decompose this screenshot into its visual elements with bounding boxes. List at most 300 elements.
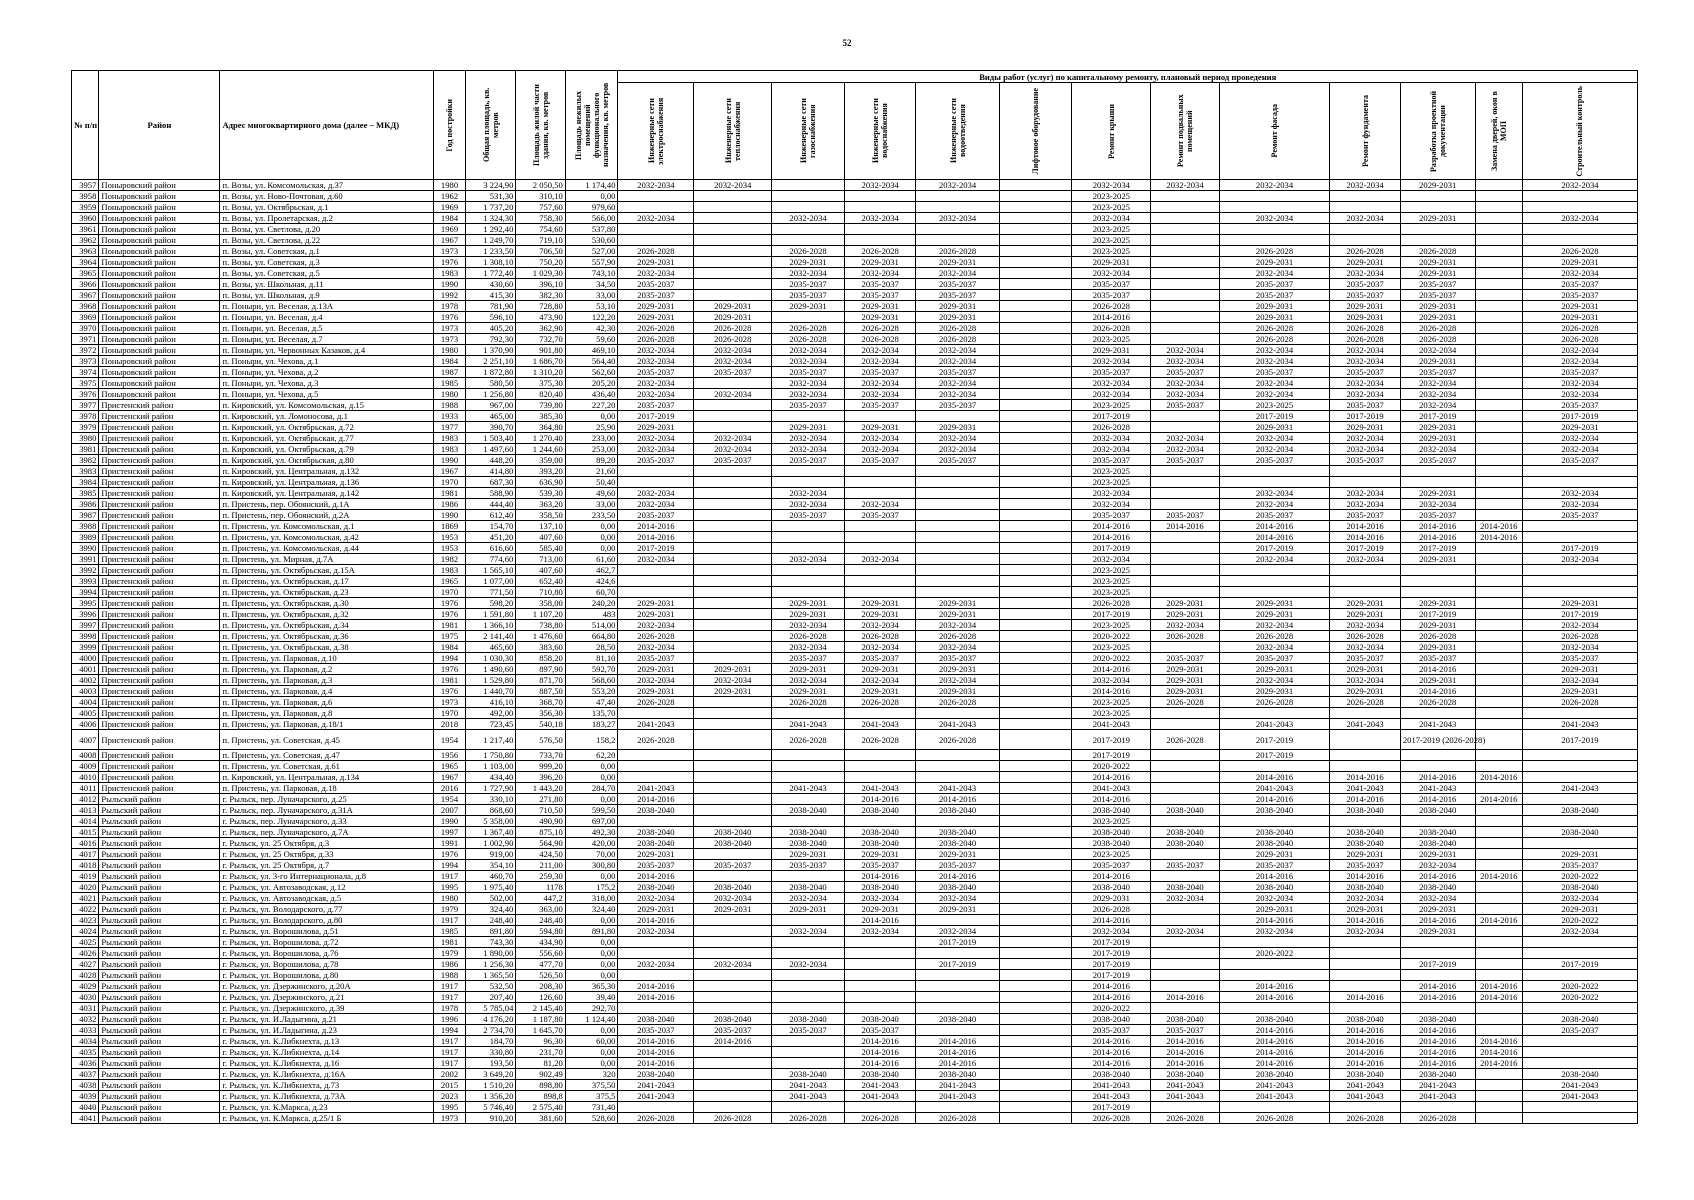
table-cell: 2029-2031: [1400, 849, 1475, 860]
table-cell: 34,50: [565, 279, 618, 290]
table-cell: [694, 565, 772, 576]
table-cell: 2029-2031: [1219, 849, 1330, 860]
table-cell: 4021: [72, 893, 99, 904]
table-cell: 2029-2031: [844, 686, 916, 697]
table-cell: 2035-2037: [618, 455, 694, 466]
table-cell: 2014-2016: [1072, 1047, 1151, 1058]
table-row: [72, 730, 1638, 750]
table-cell: 2029-2031: [618, 609, 694, 620]
table-cell: 2026-2028: [1400, 631, 1475, 642]
table-cell: [772, 191, 845, 202]
table-cell: 2035-2037: [772, 653, 845, 664]
table-cell: 2026-2028: [1330, 1113, 1401, 1124]
table-cell: 2032-2034: [694, 893, 772, 904]
table-cell: 2041-2043: [1072, 719, 1151, 730]
table-cell: 2014-2016: [1475, 521, 1522, 532]
table-cell: 1969: [434, 202, 466, 213]
table-cell: п. Возы, ул. Школьная, д.9: [220, 290, 434, 301]
table-cell: [1151, 642, 1219, 653]
table-cell: [1151, 543, 1219, 554]
table-cell: [1475, 1080, 1522, 1091]
table-cell: Пристенский район: [99, 664, 220, 675]
table-cell: 2026-2028: [1219, 334, 1330, 345]
table-cell: 1981: [434, 620, 466, 631]
table-cell: [1475, 1091, 1522, 1102]
table-cell: [694, 268, 772, 279]
table-cell: Пристенский район: [99, 433, 220, 444]
table-cell: 0,00: [565, 948, 618, 959]
table-row: [72, 882, 1638, 893]
table-cell: 2038-2040: [772, 805, 845, 816]
table-cell: [844, 772, 916, 783]
table-cell: 868,60: [465, 805, 516, 816]
table-cell: [1219, 937, 1330, 948]
table-cell: 122,20: [565, 312, 618, 323]
table-cell: Поныровский район: [99, 290, 220, 301]
table-row: [72, 510, 1638, 521]
table-cell: 2032-2034: [916, 433, 999, 444]
table-cell: Пристенский район: [99, 697, 220, 708]
table-cell: 2029-2031: [1330, 904, 1401, 915]
table-cell: 2014-2016: [1475, 532, 1522, 543]
table-cell: 2023-2025: [1072, 849, 1151, 860]
table-cell: [694, 761, 772, 772]
table-cell: Пристенский район: [99, 708, 220, 719]
table-cell: 2029-2031: [844, 609, 916, 620]
table-cell: 356,30: [516, 708, 565, 719]
table-cell: 1983: [434, 433, 466, 444]
table-cell: [694, 620, 772, 631]
table-cell: 2032-2034: [1072, 433, 1151, 444]
table-cell: 719,10: [516, 235, 565, 246]
table-cell: 2038-2040: [618, 838, 694, 849]
table-cell: 4018: [72, 860, 99, 871]
table-cell: [772, 180, 845, 191]
table-cell: [999, 499, 1072, 510]
table-cell: 2038-2040: [772, 1014, 845, 1025]
table-cell: 211,00: [516, 860, 565, 871]
table-cell: 2032-2034: [1072, 926, 1151, 937]
table-cell: 2035-2037: [1219, 510, 1330, 521]
table-cell: 2029-2031: [1400, 488, 1475, 499]
table-cell: 1 443,20: [516, 783, 565, 794]
table-cell: [772, 466, 845, 477]
table-cell: 1976: [434, 609, 466, 620]
table-cell: 477,70: [516, 959, 565, 970]
table-cell: 2038-2040: [844, 1069, 916, 1080]
table-cell: 1962: [434, 191, 466, 202]
table-cell: 2014-2016: [1475, 1058, 1522, 1069]
table-cell: 2032-2034: [1330, 642, 1401, 653]
table-cell: [1400, 1003, 1475, 1014]
table-cell: [772, 948, 845, 959]
table-cell: г. Рыльск, пер. Луначарского, д.31А: [220, 805, 434, 816]
table-row: [72, 378, 1638, 389]
table-cell: 2041-2043: [1330, 783, 1401, 794]
table-cell: 2026-2028: [844, 730, 916, 750]
table-cell: [1522, 532, 1637, 543]
table-cell: [1151, 334, 1219, 345]
table-cell: [1522, 838, 1637, 849]
table-cell: [844, 532, 916, 543]
table-cell: п. Кировский, ул. Центральная, д.132: [220, 466, 434, 477]
table-cell: 540,18: [516, 719, 565, 730]
table-cell: [1475, 598, 1522, 609]
table-row: [72, 816, 1638, 827]
table-cell: 2026-2028: [1151, 1113, 1219, 1124]
table-cell: 2029-2031: [916, 609, 999, 620]
table-row: [72, 783, 1638, 794]
table-cell: 1973: [434, 697, 466, 708]
table-cell: 3996: [72, 609, 99, 620]
table-cell: [694, 697, 772, 708]
table-cell: [916, 772, 999, 783]
table-cell: Пристенский район: [99, 521, 220, 532]
table-cell: 3966: [72, 279, 99, 290]
table-cell: [999, 708, 1072, 719]
table-cell: [694, 1047, 772, 1058]
table-cell: [1330, 202, 1401, 213]
table-cell: 2038-2040: [1151, 882, 1219, 893]
table-cell: [1522, 191, 1637, 202]
table-cell: 1917: [434, 915, 466, 926]
table-cell: 2026-2028: [1330, 334, 1401, 345]
table-cell: 2032-2034: [618, 675, 694, 686]
table-cell: п. Возы, ул. Светлова, д.20: [220, 224, 434, 235]
table-cell: [1330, 708, 1401, 719]
table-cell: [694, 191, 772, 202]
table-cell: Рыльский район: [99, 816, 220, 827]
table-cell: г. Рыльск, ул. К.Либкнехта, д.13: [220, 1036, 434, 1047]
table-cell: [1475, 860, 1522, 871]
table-cell: 2020-2022: [1522, 992, 1637, 1003]
table-cell: 4004: [72, 697, 99, 708]
table-cell: [999, 466, 1072, 477]
table-cell: 2029-2031: [1400, 356, 1475, 367]
table-cell: 2035-2037: [844, 290, 916, 301]
table-cell: 1 187,80: [516, 1014, 565, 1025]
table-cell: [1151, 279, 1219, 290]
table-cell: 616,60: [465, 543, 516, 554]
table-row: [72, 719, 1638, 730]
table-cell: 2026-2028: [772, 334, 845, 345]
table-cell: [1400, 202, 1475, 213]
table-cell: 2017-2019: [1522, 543, 1637, 554]
table-cell: [694, 772, 772, 783]
table-cell: 362,90: [516, 323, 565, 334]
table-cell: 3979: [72, 422, 99, 433]
table-cell: 1 233,50: [465, 246, 516, 257]
table-cell: [1330, 761, 1401, 772]
table-cell: 2032-2034: [772, 488, 845, 499]
table-cell: [1151, 948, 1219, 959]
table-cell: 2026-2028: [844, 697, 916, 708]
table-cell: 1 750,80: [465, 750, 516, 761]
table-cell: 233,00: [565, 433, 618, 444]
table-cell: 1973: [434, 334, 466, 345]
table-cell: п. Пристень, ул. Советская, д.47: [220, 750, 434, 761]
table-cell: 2029-2031: [1400, 675, 1475, 686]
table-cell: 2032-2034: [916, 378, 999, 389]
table-cell: 208,30: [516, 981, 565, 992]
table-cell: [999, 1025, 1072, 1036]
table-cell: [1151, 422, 1219, 433]
table-cell: [694, 543, 772, 554]
table-cell: 2023-2025: [1072, 191, 1151, 202]
table-cell: 2020-2022: [1522, 915, 1637, 926]
table-cell: 2041-2043: [1400, 1080, 1475, 1091]
table-cell: 2032-2034: [772, 675, 845, 686]
table-cell: 902,49: [516, 1069, 565, 1080]
table-cell: 2032-2034: [844, 345, 916, 356]
table-cell: 2029-2031: [1219, 664, 1330, 675]
table-cell: 4037: [72, 1069, 99, 1080]
table-cell: Поныровский район: [99, 191, 220, 202]
table-cell: 4002: [72, 675, 99, 686]
table-cell: 1990: [434, 279, 466, 290]
table-cell: 318,00: [565, 893, 618, 904]
table-cell: 2032-2034: [844, 675, 916, 686]
table-row: [72, 620, 1638, 631]
table-cell: [1151, 816, 1219, 827]
table-cell: 233,50: [565, 510, 618, 521]
table-cell: Поныровский район: [99, 202, 220, 213]
table-cell: [1151, 1003, 1219, 1014]
table-cell: [999, 981, 1072, 992]
table-cell: 2014-2016: [1475, 871, 1522, 882]
table-cell: 2035-2037: [618, 510, 694, 521]
table-cell: 492,00: [465, 708, 516, 719]
table-cell: [1400, 948, 1475, 959]
table-cell: п. Пристень, пер. Обоянский, д.1А: [220, 499, 434, 510]
table-cell: 2014-2016: [1330, 532, 1401, 543]
table-cell: 3970: [72, 323, 99, 334]
table-cell: [999, 565, 1072, 576]
table-cell: [1151, 191, 1219, 202]
table-cell: 2018: [434, 719, 466, 730]
table-cell: 2035-2037: [772, 279, 845, 290]
table-cell: 62,20: [565, 750, 618, 761]
table-cell: [916, 981, 999, 992]
table-cell: 2029-2031: [1151, 598, 1219, 609]
table-row: [72, 554, 1638, 565]
table-cell: Пристенский район: [99, 477, 220, 488]
table-cell: 2014-2016: [1072, 1058, 1151, 1069]
table-cell: 2035-2037: [1151, 1025, 1219, 1036]
table-cell: [1522, 1058, 1637, 1069]
table-cell: [1400, 224, 1475, 235]
table-row: [72, 455, 1638, 466]
table-row: [72, 499, 1638, 510]
table-cell: 2032-2034: [772, 433, 845, 444]
table-cell: [694, 948, 772, 959]
table-cell: 3968: [72, 301, 99, 312]
table-cell: 81,20: [516, 1058, 565, 1069]
table-cell: 553,20: [565, 686, 618, 697]
table-cell: [694, 246, 772, 257]
table-cell: [694, 926, 772, 937]
table-cell: 743,30: [465, 937, 516, 948]
table-cell: [999, 893, 1072, 904]
table-cell: [1330, 224, 1401, 235]
table-cell: 2032-2034: [844, 180, 916, 191]
table-cell: 2032-2034: [772, 213, 845, 224]
table-cell: 2035-2037: [1072, 279, 1151, 290]
table-cell: [999, 191, 1072, 202]
table-row: [72, 1025, 1638, 1036]
table-cell: [999, 761, 1072, 772]
page-number: 52: [842, 38, 852, 48]
table-cell: [1219, 235, 1330, 246]
table-cell: [1475, 224, 1522, 235]
table-cell: 2035-2037: [1522, 860, 1637, 871]
table-cell: 1 244,60: [516, 444, 565, 455]
table-cell: 2041-2043: [1400, 719, 1475, 730]
table-cell: 3963: [72, 246, 99, 257]
table-cell: 2029-2031: [1151, 609, 1219, 620]
table-cell: 2029-2031: [618, 312, 694, 323]
table-row: [72, 860, 1638, 871]
table-cell: [1475, 783, 1522, 794]
table-cell: 732,70: [516, 334, 565, 345]
table-cell: 2016: [434, 783, 466, 794]
table-cell: Пристенский район: [99, 543, 220, 554]
table-cell: 2035-2037: [844, 510, 916, 521]
table-cell: [916, 587, 999, 598]
table-cell: 2014-2016: [916, 1036, 999, 1047]
table-cell: 2032-2034: [844, 499, 916, 510]
table-cell: 2032-2034: [1400, 860, 1475, 871]
table-cell: [694, 915, 772, 926]
table-cell: [694, 213, 772, 224]
table-cell: [1475, 750, 1522, 761]
table-cell: п. Пристень, ул. Парковая, д.6: [220, 697, 434, 708]
table-cell: 2035-2037: [844, 279, 916, 290]
table-cell: п. Пристень, пер. Обоянский, д.2А: [220, 510, 434, 521]
table-cell: 2020-2022: [1522, 871, 1637, 882]
table-cell: [844, 576, 916, 587]
table-cell: г. Рыльск, ул. Ворошилова, д.72: [220, 937, 434, 948]
table-cell: 375,5: [565, 1091, 618, 1102]
table-cell: [1475, 587, 1522, 598]
table-cell: 4034: [72, 1036, 99, 1047]
table-cell: 2032-2034: [1522, 213, 1637, 224]
table-cell: 2026-2028: [916, 334, 999, 345]
table-cell: [1330, 816, 1401, 827]
table-cell: [1219, 708, 1330, 719]
table-cell: 2032-2034: [1072, 356, 1151, 367]
table-cell: 483: [565, 609, 618, 620]
table-cell: [1475, 444, 1522, 455]
table-row: [72, 772, 1638, 783]
table-cell: 4008: [72, 750, 99, 761]
table-cell: 2014-2016: [916, 871, 999, 882]
table-cell: Пристенский район: [99, 620, 220, 631]
table-cell: 2032-2034: [618, 488, 694, 499]
table-cell: [916, 235, 999, 246]
table-cell: 2038-2040: [916, 805, 999, 816]
table-cell: 0,00: [565, 411, 618, 422]
table-cell: 2020-2022: [1072, 1003, 1151, 1014]
table-cell: [694, 257, 772, 268]
table-cell: 2041-2043: [1522, 1091, 1637, 1102]
table-cell: [999, 719, 1072, 730]
table-cell: [772, 1036, 845, 1047]
table-cell: [1151, 794, 1219, 805]
table-cell: 2014-2016: [1072, 772, 1151, 783]
table-cell: [1330, 565, 1401, 576]
table-cell: [1475, 180, 1522, 191]
table-cell: 2041-2043: [1219, 1080, 1330, 1091]
table-cell: 1981: [434, 675, 466, 686]
table-cell: 3959: [72, 202, 99, 213]
table-cell: 2007: [434, 805, 466, 816]
table-cell: [694, 992, 772, 1003]
table-cell: [772, 202, 845, 213]
table-cell: 2041-2043: [772, 1080, 845, 1091]
table-cell: [694, 816, 772, 827]
table-cell: [999, 345, 1072, 356]
table-row: [72, 992, 1638, 1003]
table-cell: [1522, 521, 1637, 532]
table-cell: [999, 631, 1072, 642]
table-cell: 2029-2031: [916, 422, 999, 433]
table-cell: г. Рыльск, ул. Володарского, д.77: [220, 904, 434, 915]
table-cell: г. Рыльск, ул. Дзержинского, д.21: [220, 992, 434, 1003]
table-cell: 2017-2019: [1219, 750, 1330, 761]
table-cell: [999, 838, 1072, 849]
table-cell: [1151, 477, 1219, 488]
table-cell: [999, 1058, 1072, 1069]
table-cell: Пристенский район: [99, 466, 220, 477]
table-cell: [916, 992, 999, 1003]
table-cell: [999, 816, 1072, 827]
table-cell: 2014-2016: [1219, 772, 1330, 783]
table-cell: 2029-2031: [1219, 312, 1330, 323]
table-cell: 2026-2028: [772, 246, 845, 257]
table-cell: [1151, 554, 1219, 565]
table-cell: 2035-2037: [772, 510, 845, 521]
table-cell: 774,60: [465, 554, 516, 565]
table-cell: 2038-2040: [772, 827, 845, 838]
table-cell: 539,30: [516, 488, 565, 499]
table-cell: 259,30: [516, 871, 565, 882]
table-cell: Поныровский район: [99, 367, 220, 378]
table-cell: п. Пристень, ул. Советская, д.61: [220, 761, 434, 772]
table-cell: [694, 598, 772, 609]
table-cell: 2026-2028: [1330, 323, 1401, 334]
table-cell: 1 686,70: [516, 356, 565, 367]
table-cell: 2029-2031: [1219, 257, 1330, 268]
table-cell: 557,90: [565, 257, 618, 268]
table-cell: [999, 323, 1072, 334]
table-cell: [999, 805, 1072, 816]
table-cell: [1475, 827, 1522, 838]
table-cell: 1981: [434, 488, 466, 499]
table-cell: 2032-2034: [1522, 499, 1637, 510]
table-cell: 2029-2031: [1072, 893, 1151, 904]
table-cell: 330,80: [465, 1047, 516, 1058]
table-cell: 2014-2016: [1219, 794, 1330, 805]
table-cell: 2014-2016: [1072, 312, 1151, 323]
table-row: [72, 1113, 1638, 1124]
table-row: [72, 1102, 1638, 1113]
table-cell: 2029-2031: [1072, 257, 1151, 268]
table-cell: [618, 761, 694, 772]
table-cell: [1475, 686, 1522, 697]
table-cell: 2035-2037: [1522, 455, 1637, 466]
table-cell: 2029-2031: [916, 904, 999, 915]
